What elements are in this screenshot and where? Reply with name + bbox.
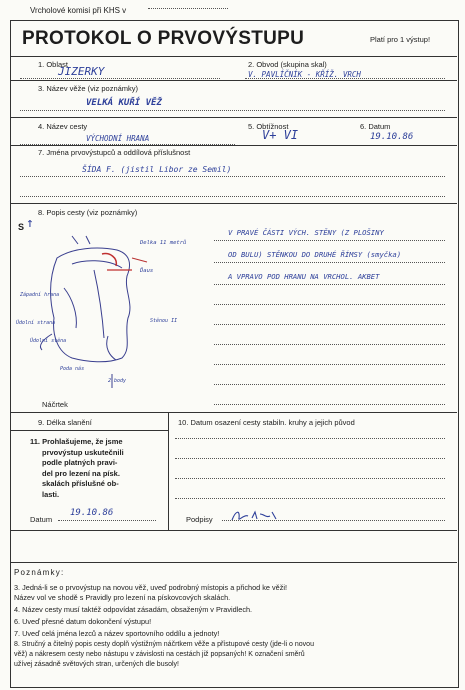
- obvod-label: 2. Obvod (skupina skal): [248, 60, 327, 69]
- datum2-label: Datum: [30, 515, 53, 524]
- popis-dots-6: [214, 344, 445, 345]
- commission-dots: [148, 8, 228, 9]
- validity-note: Platí pro 1 výstup!: [370, 35, 431, 44]
- osazeni-dots-4: [175, 498, 445, 499]
- oblast-dots: [20, 78, 220, 79]
- datum2-value: 19.10.86: [70, 508, 114, 518]
- signature-icon: [230, 508, 280, 524]
- podpisy-dots: [222, 520, 445, 521]
- popis-dots-3: [214, 284, 445, 285]
- jmena-dots-2: [20, 196, 445, 197]
- jmena-label: 7. Jména prvovýstupců a oddílová příslušnost: [38, 148, 191, 157]
- nacrtek-label: Náčrtek: [42, 400, 68, 409]
- sketch-label-1: Delka 11 metrů: [140, 240, 187, 246]
- oblast-value: JIZERKY: [58, 65, 105, 78]
- rule: [10, 412, 457, 413]
- tower-drawing-icon: [12, 218, 227, 393]
- popis-dots-9: [214, 404, 445, 405]
- rule: [10, 56, 457, 57]
- note-line-2: Název vol ve shodě s Pravidly pro lezení na pískovcových skalách.: [14, 593, 231, 602]
- cesta-value: VÝCHODNÍ HRANA: [86, 134, 150, 143]
- slaneni-label: 9. Délka slanění: [38, 418, 92, 427]
- osazeni-dots-1: [175, 438, 445, 439]
- obtiznost-value: V+ VI: [262, 128, 299, 142]
- datum2-dots: [58, 520, 156, 521]
- divider: [168, 412, 169, 530]
- oblast-label: 1. Oblast: [38, 60, 69, 69]
- podpisy-label: Podpisy: [186, 515, 213, 524]
- obvod-dots: [245, 78, 445, 79]
- sketch-label-2: Ďaus: [140, 268, 154, 274]
- prohlaseni-text: 11. Prohlašujeme, že jsme prvovýstup uskutečnili podle platných pravi- del pro lezení na písk. skalách příslušné ob- lasti.: [30, 437, 124, 499]
- sketch-label-7: Poda nás: [60, 366, 85, 372]
- sketch-label-9: Stěnou II: [150, 318, 178, 324]
- note-line-1: 3. Jedná-li se o prvovýstup na novou věž, uveď podrobný místopis a přichod ke věži!: [14, 583, 287, 592]
- popis-dots-8: [214, 384, 445, 385]
- rule: [10, 80, 457, 81]
- sketch-label-3: Západní hrana: [20, 292, 60, 298]
- sketch-north-label: S: [18, 222, 25, 232]
- rule: [10, 430, 168, 431]
- jmena-value: ŠÍDA F. (jistil Libor ze Semil): [82, 165, 232, 174]
- datum-value: 19.10.86: [370, 132, 414, 142]
- rule: [10, 117, 457, 118]
- popis-dots-2: [214, 262, 445, 263]
- note-line-8: užívej zásadně světových stran, určených dle busoly!: [14, 661, 179, 668]
- note-line-7: věž) a nákresem cesty nebo nástupu v závislosti na cestách již popsaných! K označení směrů: [14, 651, 305, 658]
- notes-heading: Poznámky:: [14, 568, 65, 577]
- rule: [10, 562, 457, 563]
- note-line-3: 4. Název cesty musí taktéž odpovídat zásadám, obsaženým v Pravidlech.: [14, 605, 253, 614]
- note-line-5: 7. Uveď celá jména lezců a název sportovního oddílu a jednoty!: [14, 629, 220, 638]
- north-arrow-icon: ↑: [26, 216, 34, 231]
- obvod-value: V. PAVLÍČNÍK - KŘÍŽ. VRCH: [248, 70, 361, 79]
- vez-value: VELKÁ KUŘÍ VĚŽ: [86, 98, 162, 108]
- osazeni-dots-3: [175, 478, 445, 479]
- popis-line-2: OD BULU) STĚNKOU DO DRUHÉ ŘÍMSY (smyčka): [228, 250, 402, 259]
- vez-label: 3. Název věže (viz poznámky): [38, 84, 139, 93]
- popis-line-1: V PRAVÉ ČÁSTI VÝCH. STĚNY (Z PLOŠINY: [228, 228, 384, 237]
- obtiznost-label: 5. Obtížnost: [248, 122, 289, 131]
- route-sketch: [12, 218, 227, 393]
- popis-label: 8. Popis cesty (viz poznámky): [38, 208, 138, 217]
- osazeni-label: 10. Datum osazení cesty stabiln. kruhy a jejich původ: [178, 418, 355, 427]
- sketch-label-5: Údolní stěna: [30, 338, 67, 344]
- popis-dots-7: [214, 364, 445, 365]
- rule: [10, 145, 457, 146]
- rule: [10, 530, 457, 531]
- jmena-dots-1: [20, 176, 445, 177]
- popis-dots-1: [214, 240, 445, 241]
- cesta-label: 4. Název cesty: [38, 122, 88, 131]
- popis-dots-5: [214, 324, 445, 325]
- sketch-label-8: 2 body: [108, 378, 127, 384]
- note-line-4: 6. Uveď přesné datum dokončení výstupu!: [14, 617, 152, 626]
- osazeni-dots-2: [175, 458, 445, 459]
- popis-dots-4: [214, 304, 445, 305]
- vez-dots: [20, 110, 445, 111]
- datum-label: 6. Datum: [360, 122, 391, 131]
- popis-line-3: A VPRAVO POD HRANU NA VRCHOL. AKBET: [228, 272, 380, 281]
- signature: [230, 508, 280, 527]
- sketch-label-4: Údolní strana: [16, 320, 56, 326]
- commission-label: Vrcholové komisi při KHS v: [30, 6, 127, 15]
- note-line-6: 8. Stručný a čitelný popis cesty doplň výstižným náčrtkem věže a přístupové cesty (jde-li o novou: [14, 641, 314, 648]
- rule: [10, 203, 457, 204]
- page-title: PROTOKOL O PRVOVÝSTUPU: [22, 28, 305, 49]
